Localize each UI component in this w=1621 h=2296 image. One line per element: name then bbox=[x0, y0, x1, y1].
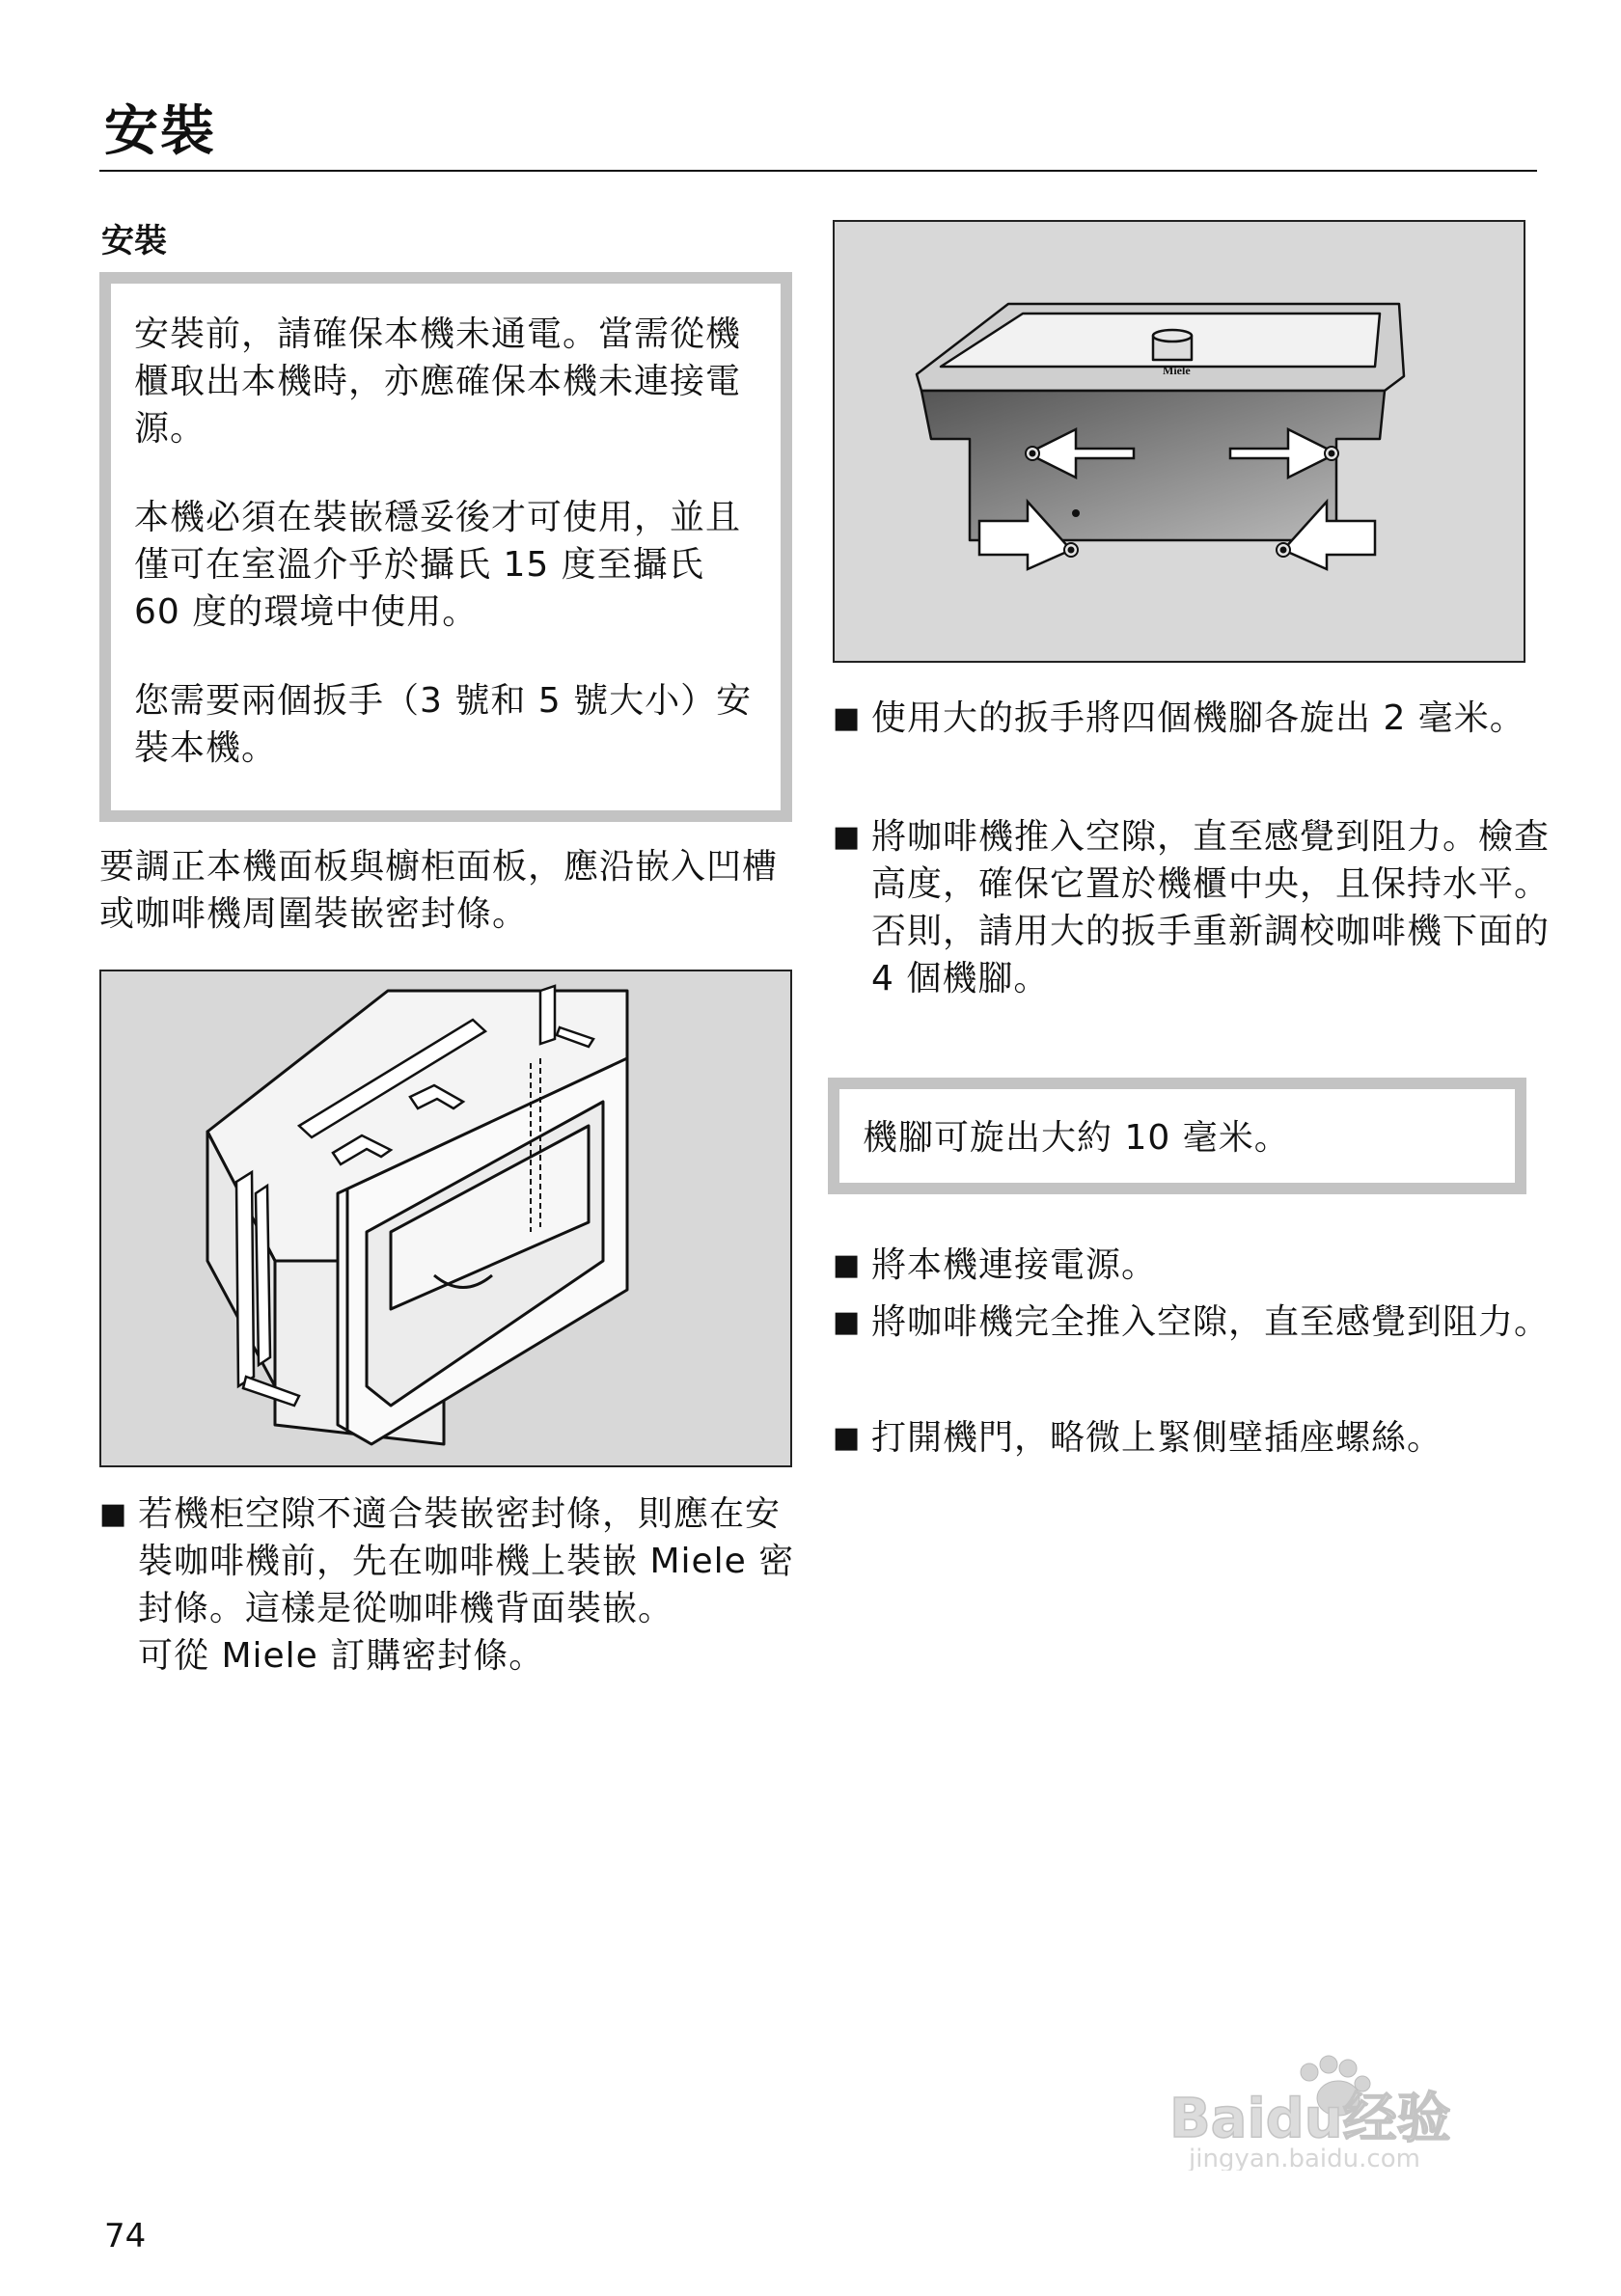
paw-logo-icon bbox=[1150, 2055, 1536, 2171]
bullet-text: 將本機連接電源。 bbox=[871, 1245, 1158, 1285]
bullet-text: 否則，請用大的扳手重新調校咖啡機下面的 4 個機腳。 bbox=[871, 912, 1551, 998]
bullet-text: 若機柜空隙不適合裝嵌密封條，則應在安裝咖啡機前，先在咖啡機上裝嵌 Miele 密封條。這樣是從咖啡機背面裝嵌。 bbox=[138, 1494, 795, 1628]
machine-feet-illustration bbox=[833, 220, 1525, 663]
page-number: 74 bbox=[104, 2217, 147, 2255]
section-heading: 安裝 bbox=[101, 222, 167, 260]
cabinet-seal-drawing bbox=[101, 971, 790, 1465]
page-title: 安裝 bbox=[104, 100, 216, 163]
bullet-square-icon: ■ bbox=[833, 1421, 862, 1455]
bullet-text: 使用大的扳手將四個機腳各旋出 2 毫米。 bbox=[871, 698, 1525, 738]
watermark-logo bbox=[1150, 2055, 1536, 2171]
safety-note-box bbox=[99, 272, 792, 822]
watermark-text: Baidu经验 bbox=[1169, 2088, 1451, 2150]
bullet-square-icon: ■ bbox=[833, 1305, 862, 1339]
brand-label: Miele bbox=[1163, 364, 1191, 377]
note-paragraph: 本機必須在裝嵌穩妥後才可使用，並且僅可在室溫介乎於攝氏 15 度至攝氏 60 度的環境中使用。 bbox=[134, 498, 742, 632]
bullet-square-icon: ■ bbox=[833, 820, 862, 854]
note-paragraph: 您需要兩個扳手（3 號和 5 號大小）安裝本機。 bbox=[134, 681, 753, 768]
bullet-text: 可從 Miele 訂購密封條。 bbox=[138, 1636, 545, 1676]
bullet-item bbox=[99, 1490, 796, 1680]
watermark-url: jingyan.baidu.com bbox=[1189, 2145, 1420, 2171]
machine-feet-drawing bbox=[835, 222, 1524, 661]
seal-intro-paragraph: 要調正本機面板與櫥柜面板，應沿嵌入凹槽或咖啡機周圍裝嵌密封條。 bbox=[99, 847, 779, 934]
title-divider bbox=[99, 170, 1537, 172]
cabinet-seal-illustration bbox=[99, 970, 792, 1467]
bullet-item bbox=[833, 1414, 1552, 1462]
bullet-item bbox=[833, 1242, 1552, 1289]
feet-note-box bbox=[828, 1078, 1526, 1194]
bullet-text: 將咖啡機完全推入空隙，直至感覺到阻力。 bbox=[871, 1302, 1551, 1342]
bullet-square-icon: ■ bbox=[99, 1497, 128, 1531]
bullet-item bbox=[833, 813, 1552, 1002]
note-paragraph: 安裝前，請確保本機未通電。當需從機櫃取出本機時，亦應確保本機未連接電源。 bbox=[134, 314, 742, 449]
bullet-text: 將咖啡機推入空隙，直至感覺到阻力。檢查高度，確保它置於機櫃中央，且保持水平。 bbox=[871, 817, 1551, 904]
bullet-item bbox=[833, 1298, 1552, 1346]
bullet-square-icon: ■ bbox=[833, 1248, 862, 1282]
bullet-item bbox=[833, 695, 1552, 742]
note-paragraph: 機腳可旋出大約 10 毫米。 bbox=[863, 1118, 1290, 1158]
bullet-text: 打開機門，略微上緊側壁插座螺絲。 bbox=[871, 1418, 1443, 1458]
bullet-square-icon: ■ bbox=[833, 701, 862, 735]
